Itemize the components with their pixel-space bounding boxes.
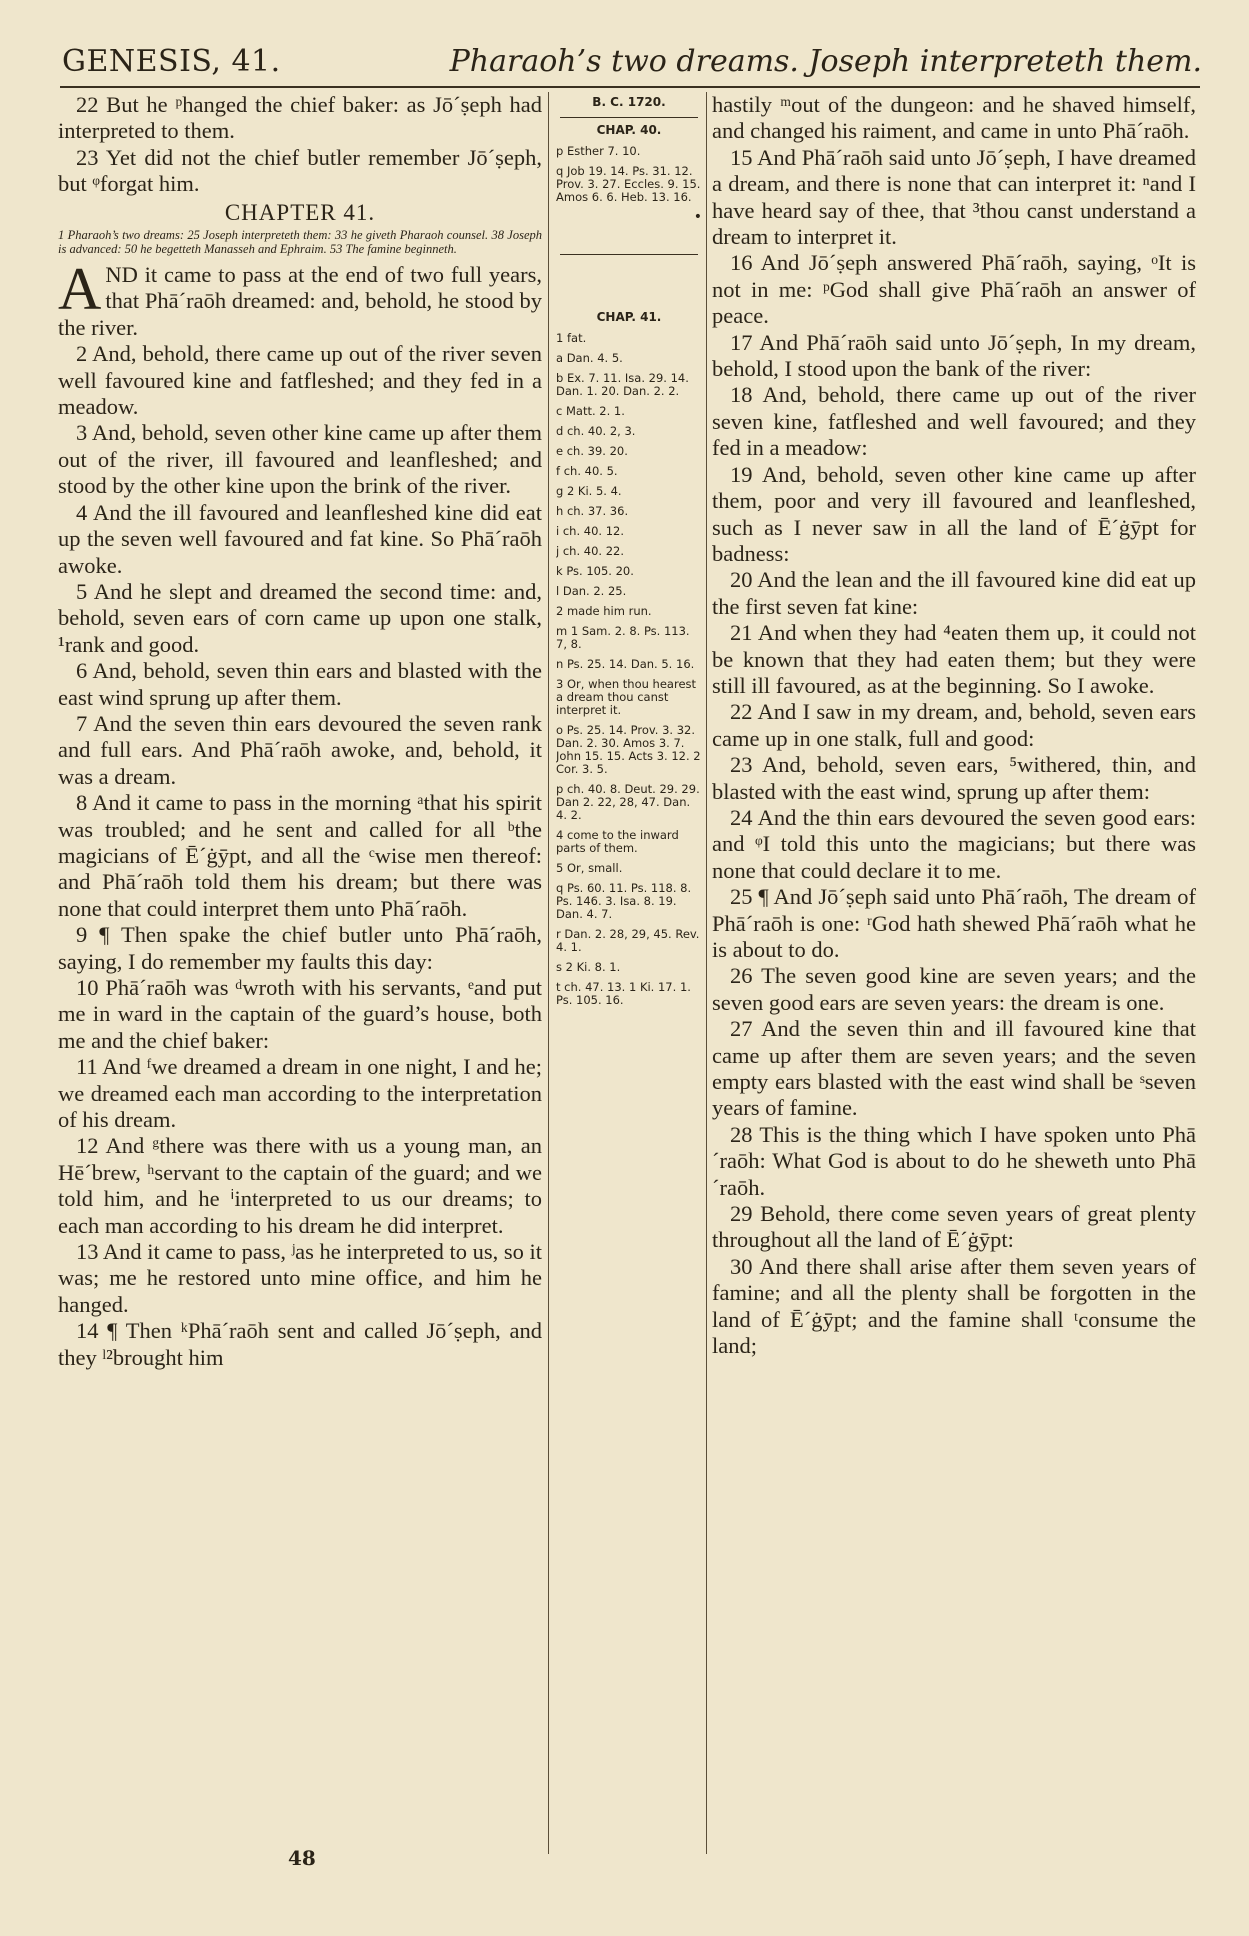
verse: 10 Phā´raōh was ᵈwroth with his servants, ᵉand put me in ward in the captain of the guard’s house, both me and the chief baker:: [58, 975, 542, 1053]
verse: 23 Yet did not the chief butler remember Jō´ṣeph, but ᵠforgat him.: [58, 144, 542, 197]
right-text-column: [712, 92, 1196, 1854]
verse: 12 And ᵍthere was there with us a young man, an Hē´brew, ʰservant to the captain of the guard; and we told him, and he ⁱinterpreted to us our dreams; to each man according to his dream he did interpret.: [58, 1133, 542, 1238]
verse: 13 And it came to pass, ʲas he interpreted to us, so it was; me he restored unto mine office, and him he hanged.: [58, 1239, 542, 1317]
page-caption: Pharaoh’s two dreams. Joseph interpreteth them.: [449, 44, 1202, 79]
book-chapter-title: GENESIS, 41.: [62, 44, 281, 79]
center-references-column: [556, 92, 702, 1854]
date-reference: B. C. 1720.: [592, 95, 666, 109]
verse-1: [58, 256, 542, 341]
cross-reference: h ch. 37. 36.: [556, 504, 629, 518]
cross-reference: m 1 Sam. 2. 8. Ps. 113. 7, 8.: [556, 624, 690, 651]
verse: 14 ¶ Then ᵏPhā´raōh sent and called Jō´ṣeph, and they ˡ²brought him: [58, 1318, 542, 1370]
verse: 19 And, behold, seven other kine came up after them, poor and very ill favoured and leanfleshed, such as I never saw in all the land of Ē´ġȳpt for badness:: [712, 461, 1196, 566]
chapter-ref-heading: CHAP. 41.: [596, 310, 662, 324]
verse: 2 And, behold, there came up out of the river seven well favoured kine and fatfleshed; and they fed in a meadow.: [58, 341, 542, 420]
verse: 29 Behold, there come seven years of great plenty throughout all the land of Ē´ġȳpt:: [712, 1201, 1196, 1253]
verse: 25 ¶ And Jō´ṣeph said unto Phā´raōh, The dream of Phā´raōh is one: ʳGod hath shewed Phā´raōh what he is about to do.: [712, 884, 1196, 962]
marginal-note: 5 Or, small.: [556, 861, 623, 875]
verse: 22 And I saw in my dream, and, behold, seven ears came up in one stalk, full and good:: [712, 699, 1196, 751]
verse: 16 And Jō´ṣeph answered Phā´raōh, saying, ᵒIt is not in me: ᵖGod shall give Phā´raōh an answer of peace.: [712, 250, 1196, 329]
page-number: 48: [288, 1846, 316, 1870]
cross-reference: f ch. 40. 5.: [556, 464, 618, 478]
chapter-ref-heading: CHAP. 40.: [596, 123, 662, 137]
spacer: [556, 261, 702, 307]
verse: 26 The seven good kine are seven years; and the seven good ears are seven years: the dream is one.: [712, 963, 1196, 1015]
verse: 23 And, behold, seven ears, ⁵withered, thin, and blasted with the east wind, sprung up after them:: [712, 752, 1196, 804]
marginal-note: 4 come to the inward parts of them.: [556, 828, 679, 855]
cross-reference: o Ps. 25. 14. Prov. 3. 32. Dan. 2. 30. Amos 3. 7. John 15. 15. Acts 3. 12. 2 Cor. 3. 5.: [556, 723, 701, 776]
verse: 21 And when they had ⁴eaten them up, it could not be known that they had eaten them; but they were still ill favoured, as at the beginning. So I awoke.: [712, 620, 1196, 698]
mid-rule: [560, 117, 698, 118]
chapter-summary: 1 Pharaoh’s two dreams: 25 Joseph interpreteth them: 33 he giveth Pharaoh counsel. 38 Joseph is advanced: 50 he begetteth Manasseh and Ephraim. 53 The famine beginneth.: [58, 228, 542, 257]
marginal-note: 2 made him run.: [556, 604, 652, 618]
verse: 17 And Phā´raōh said unto Jō´ṣeph, In my dream, behold, I stood upon the bank of the river:: [712, 329, 1196, 382]
cross-reference: l Dan. 2. 25.: [556, 584, 627, 598]
column-divider-right: [706, 92, 707, 1854]
cross-reference: 1 fat.: [556, 331, 587, 345]
verse: 6 And, behold, seven thin ears and blasted with the east wind sprung up after them.: [58, 658, 542, 710]
verse: 20 And the lean and the ill favoured kine did eat up the first seven fat kine:: [712, 567, 1196, 619]
cross-reference: i ch. 40. 12.: [556, 524, 625, 538]
cross-reference: t ch. 47. 13. 1 Ki. 17. 1. Ps. 105. 16.: [556, 980, 691, 1007]
cross-reference: r Dan. 2. 28, 29, 45. Rev. 4. 1.: [556, 927, 700, 954]
verse: 22 But he ᵖhanged the chief baker: as Jō´ṣeph had interpreted to them.: [58, 92, 542, 144]
left-text-column: [58, 92, 542, 1854]
cross-reference: b Ex. 7. 11. Isa. 29. 14. Dan. 1. 20. Dan. 2. 2.: [556, 371, 689, 398]
verse-text: ND it came to pass at the end of two full years, that Phā´raōh dreamed: and, behold, he stood by the river.: [58, 262, 542, 340]
mid-rule: [560, 254, 698, 255]
cross-reference: a Dan. 4. 5.: [556, 351, 623, 365]
cross-reference: g 2 Ki. 5. 4.: [556, 484, 622, 498]
verse: 8 And it came to pass in the morning ᵃthat his spirit was troubled; and he sent and called for all ᵇthe magicians of Ē´ġȳpt, and all the ᶜwise men thereof: and Phā´raōh told them his dream; but there was none that could interpret them unto Phā´raōh.: [58, 790, 542, 921]
verse: 27 And the seven thin and ill favoured kine that came up after them are seven years; and the seven empty ears blasted with the east wind shall be ˢseven years of famine.: [712, 1016, 1196, 1121]
cross-reference: n Ps. 25. 14. Dan. 5. 16.: [556, 657, 695, 671]
verse: 5 And he slept and dreamed the second time: and, behold, seven ears of corn came up upon one stalk, ¹rank and good.: [58, 578, 542, 657]
marker-dot: •: [693, 209, 702, 225]
verse: 9 ¶ Then spake the chief butler unto Phā´raōh, saying, I do remember my faults this day:: [58, 922, 542, 974]
verse: hastily ᵐout of the dungeon: and he shaved himself, and changed his raiment, and came in unto Phā´raōh.: [712, 92, 1196, 144]
cross-reference: j ch. 40. 22.: [556, 544, 625, 558]
cross-reference: q Job 19. 14. Ps. 31. 12. Prov. 3. 27. Eccles. 9. 15. Amos 6. 6. Heb. 13. 16.: [556, 164, 701, 204]
verse: 11 And ᶠwe dreamed a dream in one night, I and he; we dreamed each man according to the interpretation of his dream.: [58, 1054, 542, 1133]
verse: 24 And the thin ears devoured the seven good ears: and ᵠI told this unto the magicians; but there was none that could declare it to me.: [712, 804, 1196, 883]
cross-reference: c Matt. 2. 1.: [556, 404, 625, 418]
cross-reference: p ch. 40. 8. Deut. 29. 29. Dan 2. 22, 28, 47. Dan. 4. 2.: [556, 782, 700, 822]
cross-reference: k Ps. 105. 20.: [556, 564, 634, 578]
chapter-heading: CHAPTER 41.: [224, 199, 376, 225]
cross-reference: q Ps. 60. 11. Ps. 118. 8. Ps. 146. 3. Isa. 8. 19. Dan. 4. 7.: [556, 881, 692, 921]
column-divider-left: [548, 92, 549, 1854]
header-rule: [60, 86, 1200, 88]
verse: 3 And, behold, seven other kine came up after them out of the river, ill favoured and leanfleshed; and stood by the other kine upon the brink of the river.: [58, 420, 542, 499]
verse: 28 This is the thing which I have spoken unto Phā´raōh: What God is about to do he sheweth unto Phā´raōh.: [712, 1121, 1196, 1200]
marginal-note: 3 Or, when thou hearest a dream thou canst interpret it.: [556, 677, 697, 717]
verse: 15 And Phā´raōh said unto Jō´ṣeph, I have dreamed a dream, and there is none that can interpret it: ⁿand I have heard say of thee, that ³thou canst understand a dream to interpret it.: [712, 144, 1196, 250]
cross-reference: s 2 Ki. 8. 1.: [556, 960, 621, 974]
cross-reference: d ch. 40. 2, 3.: [556, 424, 636, 438]
verse: 4 And the ill favoured and leanfleshed kine did eat up the seven well favoured and fat kine. So Phā´raōh awoke.: [58, 499, 542, 578]
verse: 30 And there shall arise after them seven years of famine; and all the plenty shall be forgotten in the land of Ē´ġȳpt; and the famine shall ᵗconsume the land;: [712, 1253, 1196, 1359]
running-header: [62, 44, 1202, 84]
drop-cap: A: [58, 256, 102, 323]
cross-reference: e ch. 39. 20.: [556, 444, 628, 458]
verse: 18 And, behold, there came up out of the river seven kine, fatfleshed and well favoured; and they fed in a meadow:: [712, 382, 1196, 461]
cross-reference: p Esther 7. 10.: [556, 144, 641, 158]
verse: 7 And the seven thin ears devoured the seven rank and full ears. And Phā´raōh awoke, and, behold, it was a dream.: [58, 710, 542, 789]
